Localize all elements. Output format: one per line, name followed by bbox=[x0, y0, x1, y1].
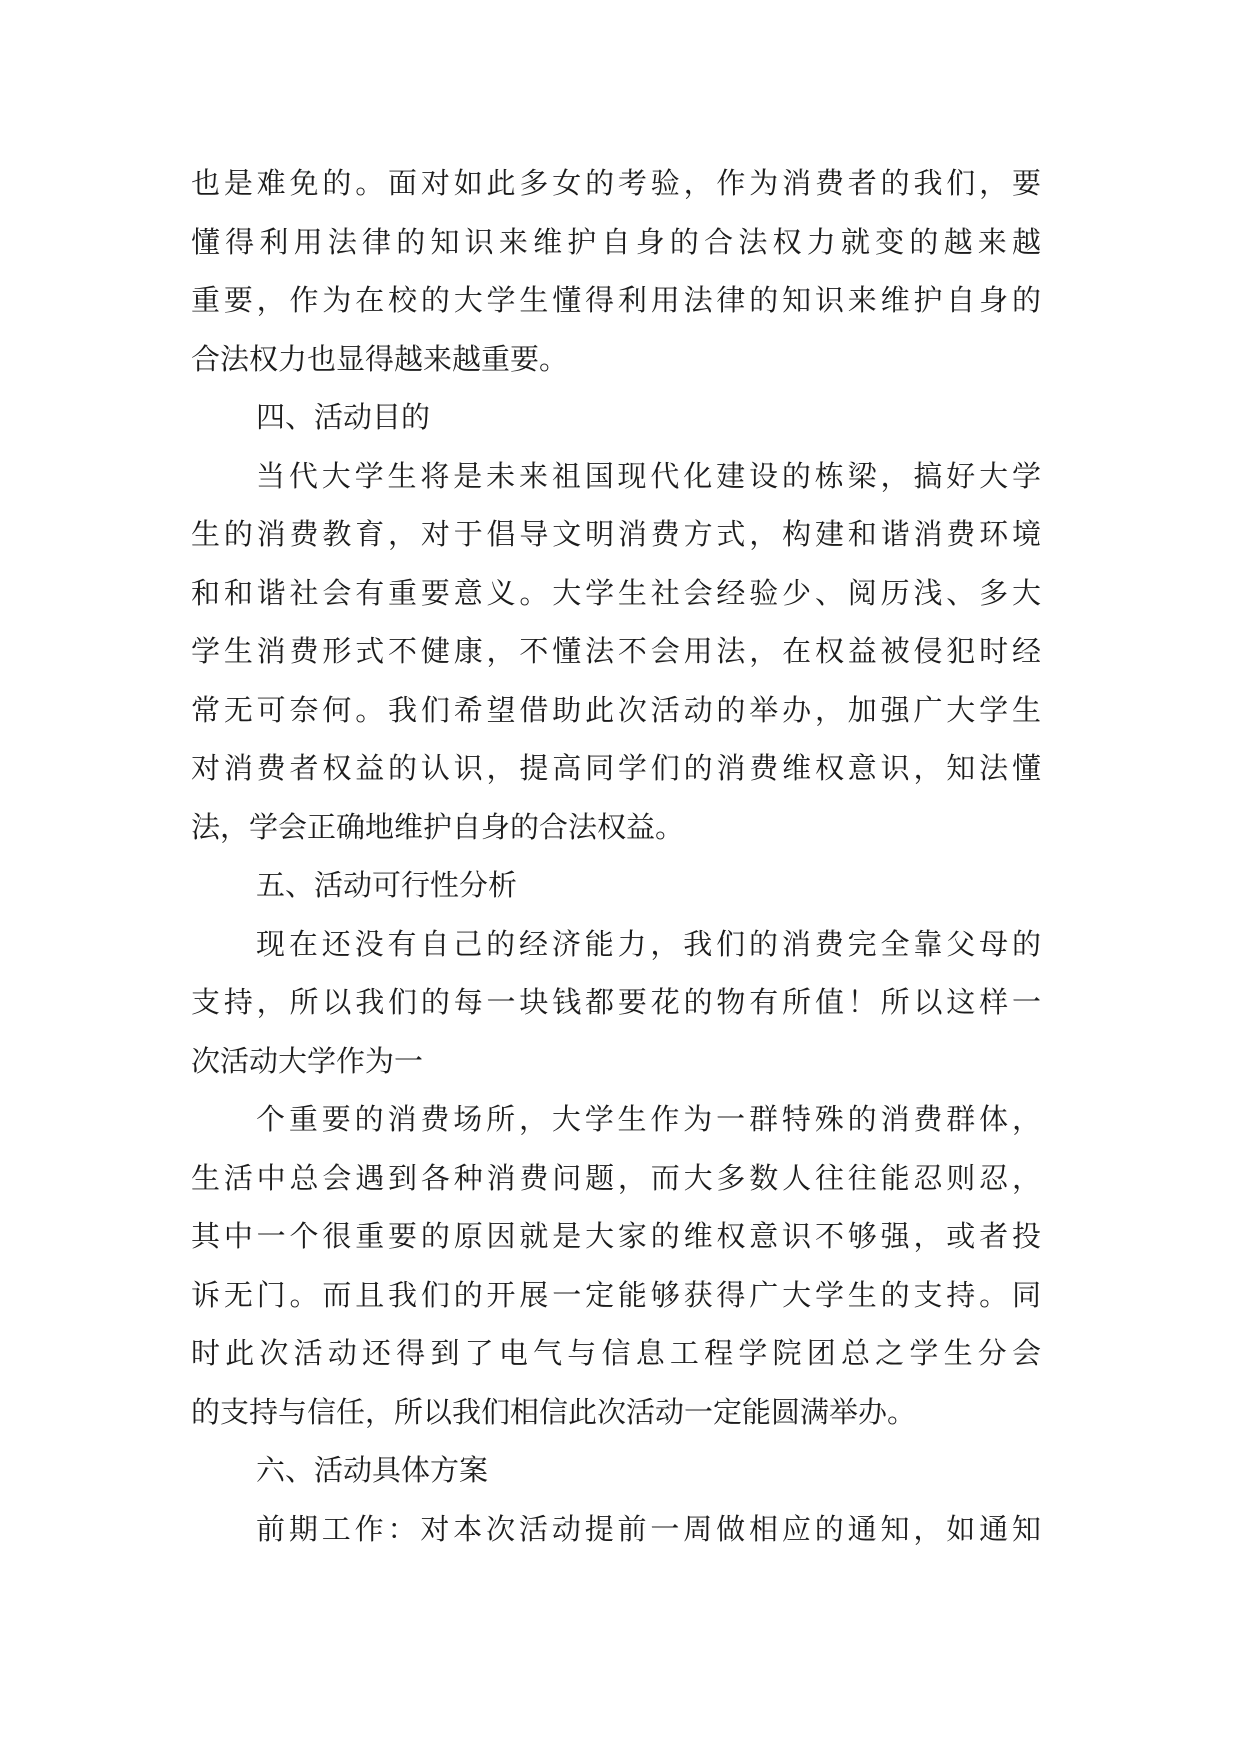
paragraph-line: 个重要的消费场所，大学生作为一群特殊的消费群体， bbox=[256, 1102, 1041, 1136]
paragraph-line: 时此次活动还得到了电气与信息工程学院团总之学生分会 bbox=[191, 1336, 1041, 1370]
paragraph-line: 和和谐社会有重要意义。大学生社会经验少、阅历浅、多大 bbox=[191, 576, 1041, 610]
paragraph-line: 支持，所以我们的每一块钱都要花的物有所值！所以这样一 bbox=[191, 985, 1041, 1019]
paragraph-line: 对消费者权益的认识，提高同学们的消费维权意识，知法懂 bbox=[191, 751, 1041, 785]
paragraph-line: 当代大学生将是未来祖国现代化建设的栋梁，搞好大学 bbox=[256, 459, 1041, 493]
section-heading: 六、活动具体方案 bbox=[256, 1453, 489, 1487]
section-heading: 四、活动目的 bbox=[256, 400, 431, 434]
paragraph-line: 重要，作为在校的大学生懂得利用法律的知识来维护自身的 bbox=[191, 283, 1041, 317]
paragraph-line: 诉无门。而且我们的开展一定能够获得广大学生的支持。同 bbox=[191, 1278, 1041, 1312]
paragraph-line: 次活动大学作为一 bbox=[191, 1044, 424, 1078]
paragraph-line: 生活中总会遇到各种消费问题，而大多数人往往能忍则忍， bbox=[191, 1161, 1041, 1195]
paragraph-line: 也是难免的。面对如此多女的考验，作为消费者的我们，要 bbox=[191, 166, 1041, 200]
paragraph-line: 合法权力也显得越来越重要。 bbox=[191, 342, 569, 376]
paragraph-line: 学生消费形式不健康，不懂法不会用法，在权益被侵犯时经 bbox=[191, 634, 1041, 668]
section-heading: 五、活动可行性分析 bbox=[256, 868, 518, 902]
paragraph-line: 法，学会正确地维护自身的合法权益。 bbox=[191, 810, 685, 844]
paragraph-line: 懂得利用法律的知识来维护自身的合法权力就变的越来越 bbox=[191, 225, 1041, 259]
paragraph-line: 生的消费教育，对于倡导文明消费方式，构建和谐消费环境 bbox=[191, 517, 1041, 551]
paragraph-line: 的支持与信任，所以我们相信此次活动一定能圆满举办。 bbox=[191, 1395, 917, 1429]
paragraph-line: 现在还没有自己的经济能力，我们的消费完全靠父母的 bbox=[256, 927, 1041, 961]
paragraph-line: 前期工作：对本次活动提前一周做相应的通知，如通知 bbox=[256, 1512, 1041, 1546]
paragraph-line: 常无可奈何。我们希望借助此次活动的举办，加强广大学生 bbox=[191, 693, 1041, 727]
paragraph-line: 其中一个很重要的原因就是大家的维权意识不够强，或者投 bbox=[191, 1219, 1041, 1253]
